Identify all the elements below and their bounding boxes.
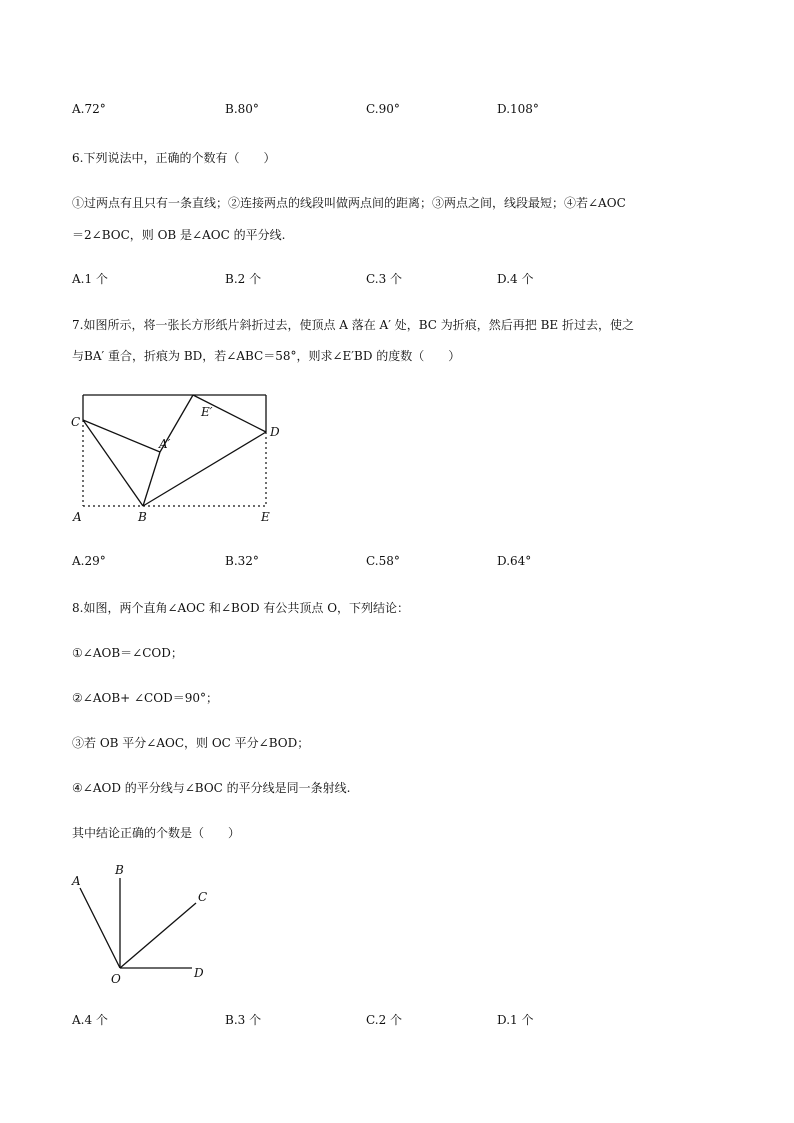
q8-conclusion-1: ①∠AOB＝∠COD； [72, 646, 183, 660]
q5-option-a[interactable]: A.72° [72, 102, 106, 116]
q8-conclusion-4: ④∠AOD 的平分线与∠BOC 的平分线是同一条射线. [72, 781, 351, 795]
q7-figure [60, 385, 290, 535]
q8-option-c[interactable]: C.2 个 [366, 1013, 403, 1027]
q7-label-e: E [261, 510, 270, 524]
q5-option-d[interactable]: D.108° [497, 102, 539, 116]
q8-question: 其中结论正确的个数是（ ） [72, 826, 241, 840]
q8-conclusion-2: ②∠AOB+ ∠COD＝90°； [72, 691, 218, 705]
q7-label-e-prime: E′ [201, 405, 213, 419]
q8-figure [65, 858, 225, 988]
q7-stem-line2: 与BA′ 重合，折痕为 BD，若∠ABC＝58°，则求∠E′BD 的度数（ ） [72, 349, 461, 363]
q8-label-o: O [111, 972, 121, 986]
q5-options [0, 102, 794, 122]
q8-label-a: A [72, 874, 81, 888]
q8-option-a[interactable]: A.4 个 [72, 1013, 108, 1027]
q5-option-c[interactable]: C.90° [366, 102, 400, 116]
q6-statement-line1: ①过两点有且只有一条直线；②连接两点的线段叫做两点间的距离；③两点之间，线段最短；④若∠AOC [72, 196, 626, 210]
q5-option-b[interactable]: B.80° [225, 102, 259, 116]
q7-label-a: A [73, 510, 82, 524]
q7-option-b[interactable]: B.32° [225, 554, 259, 568]
q7-option-d[interactable]: D.64° [497, 554, 532, 568]
q8-stem: 8.如图，两个直角∠AOC 和∠BOD 有公共顶点 O，下列结论： [72, 601, 410, 615]
q8-label-b: B [115, 863, 124, 877]
q8-options [0, 1011, 794, 1031]
q6-option-a[interactable]: A.1 个 [72, 272, 108, 286]
q8-label-d: D [194, 966, 204, 980]
q7-label-b: B [138, 510, 147, 524]
q8-conclusion-3: ③若 OB 平分∠AOC，则 OC 平分∠BOD； [72, 736, 310, 750]
q8-option-b[interactable]: B.3 个 [225, 1013, 262, 1027]
q6-stem: 6.下列说法中，正确的个数有（ ） [72, 151, 276, 165]
q6-statement-line2: ＝2∠BOC，则 OB 是∠AOC 的平分线. [72, 228, 286, 242]
q7-option-a[interactable]: A.29° [72, 554, 106, 568]
q6-option-c[interactable]: C.3 个 [366, 272, 403, 286]
q7-stem-line1: 7.如图所示，将一张长方形纸片斜折过去，使顶点 A 落在 A′ 处，BC 为折痕，然后再把 BE 折过去，使之 [72, 318, 635, 332]
q8-option-d[interactable]: D.1 个 [497, 1013, 534, 1027]
q7-label-a-prime: A′ [159, 437, 171, 451]
q7-label-c: C [71, 415, 81, 429]
q7-options [0, 554, 794, 574]
q8-label-c: C [198, 890, 208, 904]
q6-options [0, 270, 794, 290]
q6-option-b[interactable]: B.2 个 [225, 272, 262, 286]
q7-label-d: D [270, 425, 280, 439]
q7-option-c[interactable]: C.58° [366, 554, 400, 568]
q6-option-d[interactable]: D.4 个 [497, 272, 534, 286]
